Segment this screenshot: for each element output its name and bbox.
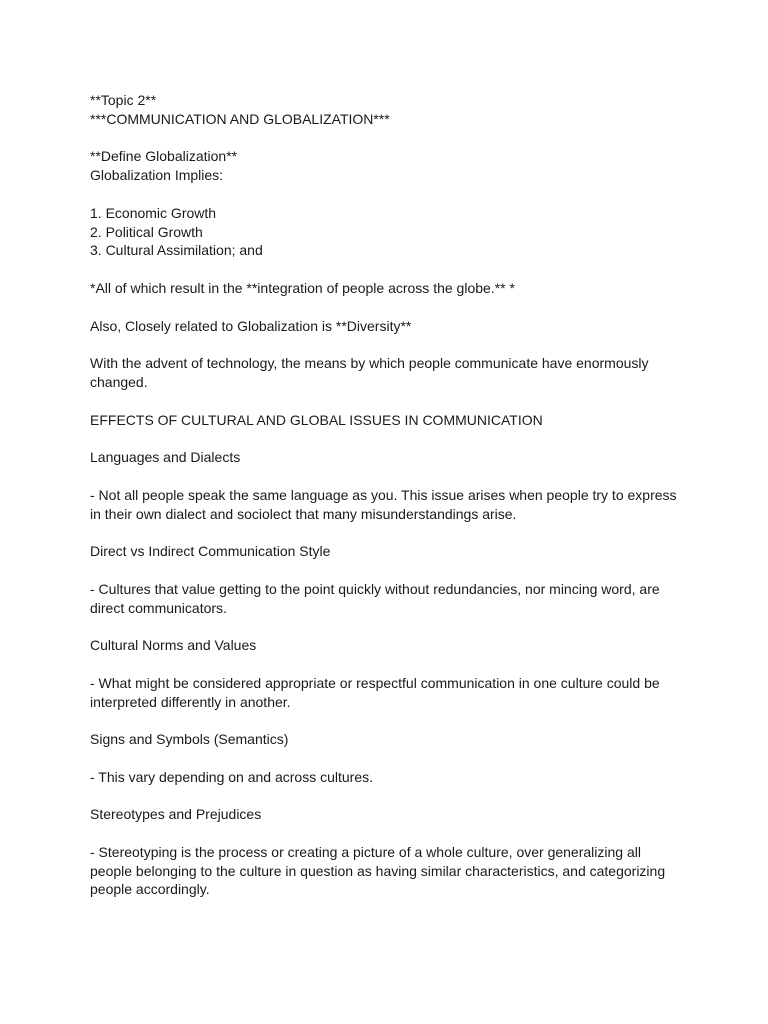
implies-list-item: 1. Economic Growth [90, 204, 217, 221]
spacer [90, 561, 680, 580]
section-body: - What might be considered appropriate or respectful communication in one culture could be interpreted differently in another. [90, 674, 664, 710]
section-heading: Languages and Dialects [90, 449, 241, 466]
spacer [90, 655, 680, 674]
implies-list-item: 3. Cultural Assimilation; and [90, 242, 263, 259]
define-heading: **Define Globalization** [90, 148, 238, 165]
document-page [90, 91, 680, 899]
spacer [90, 129, 680, 148]
spacer [90, 467, 680, 486]
spacer [90, 749, 680, 768]
spacer [90, 523, 680, 542]
diversity-note: Also, Closely related to Globalization is **Diversity** [90, 317, 412, 334]
spacer [90, 711, 680, 730]
technology-note: With the advent of technology, the means by which people communicate have enormously changed. [90, 355, 653, 390]
document-title: ***COMMUNICATION AND GLOBALIZATION*** [90, 110, 390, 127]
spacer [90, 392, 680, 411]
topic-label: **Topic 2** [90, 92, 157, 108]
section-body: - Stereotyping is the process or creating a picture of a whole culture, over generalizing all people belonging to the culture in question as having similar characteristics, and categorizing people accordingly. [90, 843, 670, 898]
implies-intro: Globalization Implies: [90, 167, 224, 184]
integration-note: *All of which result in the **integration of people across the globe.** * [90, 279, 515, 296]
spacer [90, 786, 680, 805]
section-heading: Direct vs Indirect Communication Style [90, 543, 331, 560]
spacer [90, 260, 680, 279]
section-heading: Signs and Symbols (Semantics) [90, 731, 289, 748]
spacer [90, 429, 680, 448]
section-heading: Stereotypes and Prejudices [90, 806, 262, 823]
spacer [90, 185, 680, 204]
spacer [90, 824, 680, 843]
section-body: - Cultures that value getting to the point quickly without redundancies, nor mincing word, are direct communicators. [90, 580, 664, 616]
implies-list-item: 2. Political Growth [90, 223, 203, 240]
section-body: - Not all people speak the same language as you. This issue arises when people try to express in their own dialect and sociolect that many misunderstandings arise. [90, 486, 681, 522]
spacer [90, 335, 680, 354]
section-heading: Cultural Norms and Values [90, 637, 257, 654]
effects-heading: EFFECTS OF CULTURAL AND GLOBAL ISSUES IN COMMUNICATION [90, 411, 543, 428]
spacer [90, 298, 680, 317]
section-body: - This vary depending on and across cultures. [90, 768, 374, 785]
spacer [90, 617, 680, 636]
